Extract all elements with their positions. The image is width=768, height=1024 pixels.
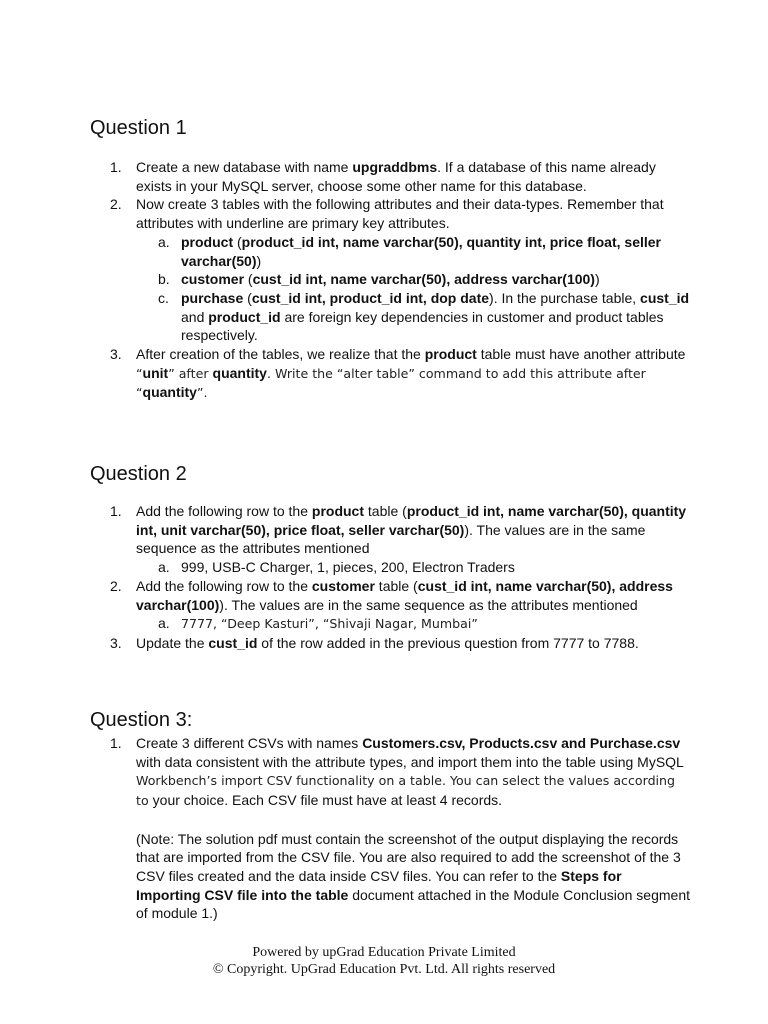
question-2-title: Question 2 bbox=[90, 463, 187, 485]
q2-item-3: 3. Update the cust_id of the row added in the previous question from 7777 to 7788. bbox=[110, 634, 639, 651]
question-1-body bbox=[90, 158, 690, 403]
list-number: 1. bbox=[110, 503, 122, 519]
list-letter: a. bbox=[158, 233, 170, 250]
q2-item-1a: a. 999, USB-C Charger, 1, pieces, 200, Electron Traders bbox=[158, 559, 515, 576]
list-number: 1. bbox=[110, 159, 122, 175]
list-letter: b. bbox=[158, 271, 170, 288]
q3-item-1: 1. Create 3 different CSVs with names Customers.csv, Products.csv and Purchase.csv with data consistent with the attribute types, and import them into the table using MySQL Workbench’s import CSV functionality on a table. You can select the values according to your choice. Each CSV file must have at least 4 records. (Note: The solution pdf must contain the screenshot of the output displaying the records that are imported from the CSV file. You are also required to add the screenshot of the 3 CSV files created and the data inside CSV files. You can refer to the Steps for Importing CSV file into the table document attached in the Module Conclusion segment of module 1.) bbox=[110, 735, 690, 922]
list-number: 1. bbox=[110, 735, 122, 751]
list-number: 3. bbox=[110, 634, 122, 651]
list-letter: c. bbox=[158, 289, 169, 306]
q1-item-2: 2. Now create 3 tables with the following attributes and their data-types. Remember that attributes with underline are primary key attributes. bbox=[110, 196, 664, 232]
q2-item-2: 2. Add the following row to the customer table (cust_id int, name varchar(50), address varchar(100)). The values are in the same sequence as the attributes mentioned bbox=[110, 577, 673, 613]
list-number: 3. bbox=[110, 346, 122, 363]
q1-item-1: 1. Create a new database with name upgraddbms. If a database of this name already exists in your MySQL server, choose some other name for this database. bbox=[110, 159, 656, 194]
question-3-body bbox=[90, 734, 690, 923]
list-letter: a. bbox=[158, 615, 170, 632]
q1-item-2b: b. customer (cust_id int, name varchar(50), address varchar(100)) bbox=[158, 271, 600, 288]
q1-item-3: 3. After creation of the tables, we realize that the product table must have another attribute “unit” after quantity. Write the “alter table” command to add this attribute after “quantity”. bbox=[110, 346, 686, 401]
q2-item-2a: a. 7777, “Deep Kasturi”, “Shivaji Nagar, Mumbai” bbox=[158, 615, 478, 632]
q2-item-1: 1. Add the following row to the product table (product_id int, name varchar(50), quantity int, unit varchar(50), price float, seller varchar(50)). The values are in the same sequence as the attributes mentioned bbox=[110, 503, 687, 557]
footer-powered-by: Powered by upGrad Education Private Limited bbox=[252, 945, 516, 960]
list-number: 2. bbox=[110, 196, 122, 213]
page-footer bbox=[0, 944, 768, 978]
q1-item-2c: c. purchase (cust_id int, product_id int, dop date). In the purchase table, cust_id and product_id are foreign key dependencies in customer and product tables respectively. bbox=[158, 289, 690, 344]
list-number: 2. bbox=[110, 577, 122, 594]
footer-copyright: © Copyright. UpGrad Education Pvt. Ltd. All rights reserved bbox=[212, 962, 556, 977]
question-3-title: Question 3: bbox=[90, 709, 193, 731]
q3-note: (Note: The solution pdf must contain the screenshot of the output displaying the records that are imported from the CSV file. You are also required to add the screenshot of the 3 CSV files created and the data inside CSV files. You can refer to the Steps for Importing CSV file into the table document attached in the Module Conclusion segment of module 1.) bbox=[136, 830, 690, 922]
question-2-body bbox=[90, 502, 690, 653]
list-letter: a. bbox=[158, 559, 170, 576]
question-1-title: Question 1 bbox=[90, 117, 187, 139]
q1-item-2a: a. product (product_id int, name varchar(50), quantity int, price float, seller varchar(50)) bbox=[158, 233, 661, 269]
